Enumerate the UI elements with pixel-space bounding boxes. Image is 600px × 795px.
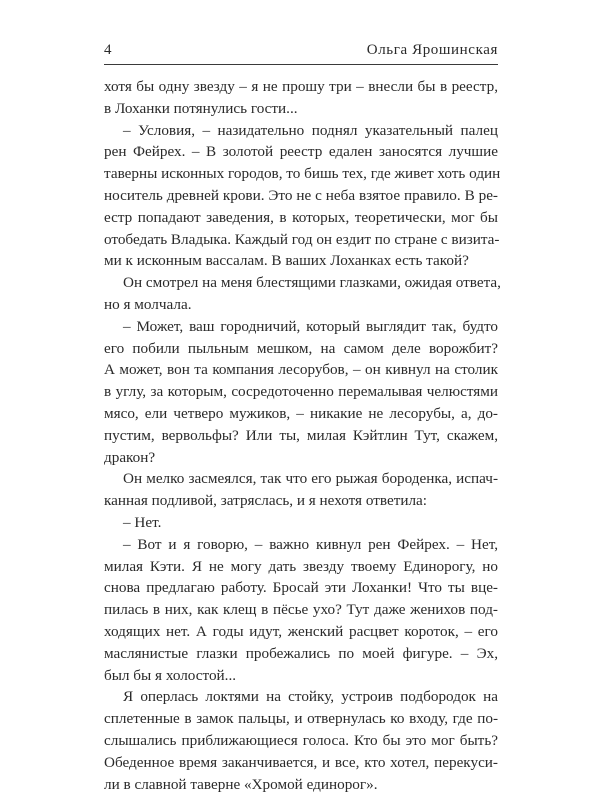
paragraph	[104, 512, 498, 534]
text-line: пилась в них, как клещ в пёсье ухо? Тут даже женихов под-	[104, 599, 498, 621]
book-author: Ольга Ярошинская	[367, 42, 498, 59]
text-line: отобедать Владыка. Каждый год он ездит по стране с визита-	[104, 229, 498, 251]
text-line: таверны исконных городов, то бишь тех, где живет хоть один	[104, 163, 498, 185]
text-line: его побили пыльным мешком, на самом деле ворожбит?	[104, 338, 498, 360]
text-line: пустим, вервольфы? Или ты, милая Кэйтлин Тут, скажем,	[104, 425, 498, 447]
text-line: естр попадают заведения, в которых, теоретически, мог бы	[104, 207, 498, 229]
text-line: мясо, ели четверо мужиков, – никакие не лесорубы, а, до-	[104, 403, 498, 425]
paragraph	[104, 76, 498, 120]
body-text	[104, 76, 498, 795]
text-line: Он смотрел на меня блестящими глазками, ожидая ответа,	[104, 272, 498, 294]
text-line: Он мелко засмеялся, так что его рыжая бороденка, испач-	[104, 468, 498, 490]
text-line: канная подливой, затряслась, и я нехотя ответила:	[104, 490, 498, 512]
paragraph	[104, 272, 498, 316]
text-line: Я оперлась локтями на стойку, устроив подбородок на	[104, 686, 498, 708]
text-line: дракон?	[104, 447, 498, 469]
paragraph	[104, 534, 498, 687]
text-line: сплетенные в замок пальцы, и отвернулась ко входу, где по-	[104, 708, 498, 730]
text-line: слышались приближающиеся голоса. Кто бы это мог быть?	[104, 730, 498, 752]
text-line: снова предлагаю работу. Бросай эти Лоханки! Что ты вце-	[104, 577, 498, 599]
text-line: – Вот и я говорю, – важно кивнул рен Фейрех. – Нет,	[104, 534, 498, 556]
text-line: – Может, ваш городничий, который выглядит так, будто	[104, 316, 498, 338]
header-divider	[104, 64, 498, 65]
text-line: – Условия, – назидательно поднял указательный палец	[104, 120, 498, 142]
page-number: 4	[104, 42, 112, 59]
text-line: ми к исконным вассалам. В ваших Лоханках есть такой?	[104, 250, 498, 272]
text-line: в углу, за которым, сосредоточенно перемалывая челюстями	[104, 381, 498, 403]
text-line: маслянистые глазки пробежались по моей фигуре. – Эх,	[104, 643, 498, 665]
text-line: хотя бы одну звезду – я не прошу три – внесли бы в реестр,	[104, 76, 498, 98]
text-line: – Нет.	[104, 512, 498, 534]
text-line: ли в славной таверне «Хромой единорог».	[104, 774, 498, 795]
text-line: в Лоханки потянулись гости...	[104, 98, 498, 120]
running-head	[104, 42, 498, 64]
text-line: носитель древней крови. Это не с неба взятое правило. В ре-	[104, 185, 498, 207]
text-line: но я молчала.	[104, 294, 498, 316]
paragraph	[104, 686, 498, 795]
text-line: А может, вон та компания лесорубов, – он кивнул на столик	[104, 359, 498, 381]
paragraph	[104, 468, 498, 512]
text-line: ходящих нет. А годы идут, женский расцвет короток, – его	[104, 621, 498, 643]
text-line: Обеденное время заканчивается, и все, кто хотел, перекуси-	[104, 752, 498, 774]
text-line: был бы я холостой...	[104, 665, 498, 687]
text-line: рен Фейрех. – В золотой реестр едален заносятся лучшие	[104, 141, 498, 163]
paragraph	[104, 120, 498, 273]
text-line: милая Кэти. Я не могу дать звезду твоему Единорогу, но	[104, 556, 498, 578]
paragraph	[104, 316, 498, 469]
